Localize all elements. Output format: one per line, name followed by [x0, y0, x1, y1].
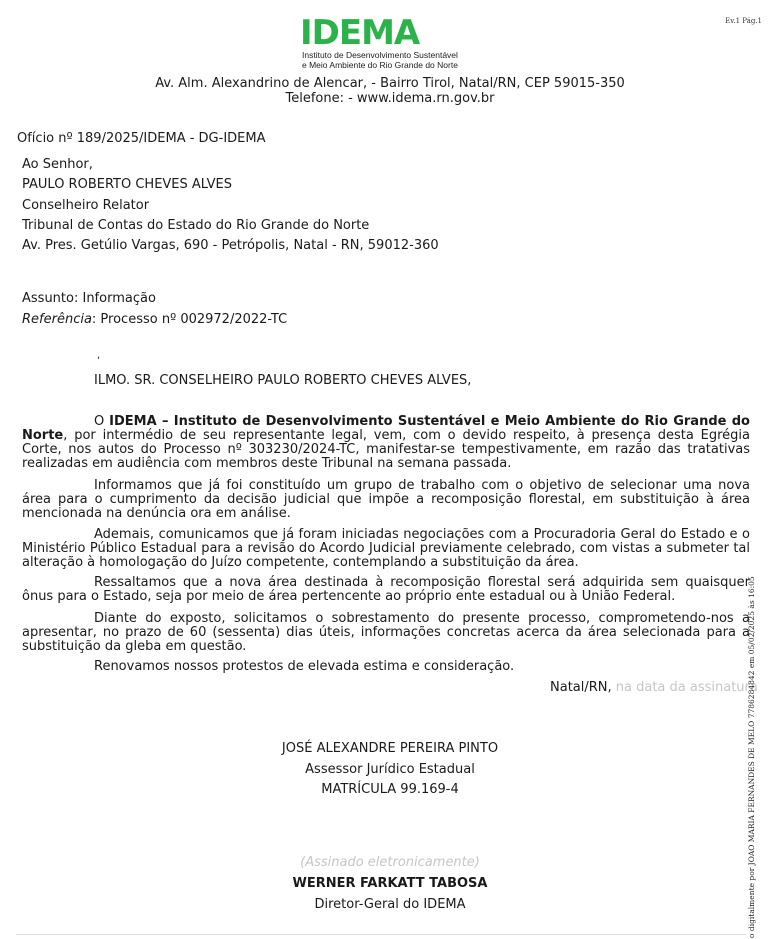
- office-number: Ofício nº 189/2025/IDEMA - DG-IDEMA: [17, 131, 266, 146]
- idema-full-name: IDEMA – Instituto de Desenvolvimento Sustentável e Meio Ambiente do Rio Grande do Norte: [22, 414, 750, 443]
- place-date-faint: na data da assinatura: [611, 680, 758, 695]
- header-address: Av. Alm. Alexandrino de Alencar, - Bairro Tirol, Natal/RN, CEP 59015-350: [155, 76, 625, 91]
- logo-subtitle-line1: Instituto de Desenvolvimento Sustentável: [302, 50, 458, 60]
- body-paragraph-2: Informamos que já foi constituído um grupo de trabalho com o objetivo de selecionar uma nova área para o cumprimento da decisão judicial que impõe a recomposição florestal, em substituição à área mencionada na denúncia ora em análise.: [22, 478, 750, 521]
- recipient-organization: Tribunal de Contas do Estado do Rio Grande do Norte: [22, 218, 370, 233]
- bottom-rule: [16, 934, 746, 935]
- recipient-address: Av. Pres. Getúlio Vargas, 690 - Petrópolis, Natal - RN, 59012-360: [22, 238, 439, 253]
- recipient-name: PAULO ROBERTO CHEVES ALVES: [22, 177, 232, 192]
- signer1-name: JOSÉ ALEXANDRE PEREIRA PINTO: [281, 741, 499, 756]
- reference-line: [22, 312, 287, 327]
- signer1-registration: MATRÍCULA 99.169-4: [321, 782, 459, 797]
- reference-label: Referência: [22, 312, 92, 327]
- logo-subtitle-line2: e Meio Ambiente do Rio Grande do Norte: [302, 60, 458, 70]
- signer1-title: Assessor Jurídico Estadual: [305, 762, 475, 777]
- signed-electronically: (Assinado eletronicamente): [300, 855, 480, 870]
- header-phone: Telefone: - www.idema.rn.gov.br: [285, 91, 495, 106]
- stray-mark: ,: [97, 350, 101, 361]
- body-paragraph-6: Renovamos nossos protestos de elevada estima e consideração.: [94, 659, 515, 674]
- page-marker: Ev.1 Pág.1: [725, 17, 762, 25]
- signer2-title: Diretor-Geral do IDEMA: [314, 897, 466, 912]
- greeting-line: ILMO. SR. CONSELHEIRO PAULO ROBERTO CHEVES ALVES,: [94, 373, 472, 388]
- digital-signature-stamp: o digitalmente por JOAO MARIA FERNANDES DE MELO 7786284842 em 05/02/2025 às 16:05: [747, 576, 756, 938]
- subject-line: Assunto: Informação: [22, 291, 156, 306]
- body-paragraph-3: Ademais, comunicamos que já foram iniciadas negociações com a Procuradoria Geral do Estado e o Ministério Público Estadual para a revisão do Acordo Judicial previamente celebrado, com vistas a submeter tal alteração à homologação do Juízo competente, contemplando a substituição da área.: [22, 527, 750, 570]
- place-date: Natal/RN, na data da assinatura: [550, 680, 758, 695]
- idema-logo: [300, 13, 480, 70]
- body-paragraph-4: Ressaltamos que a nova área destinada à recomposição florestal será adquirida sem quaisquer ônus para o Estado, seja por meio de área pertencente ao próprio ente estadual ou à União Federal.: [22, 575, 750, 604]
- body-paragraph-5: Diante do exposto, solicitamos o sobrestamento do presente processo, comprometendo-nos a apresentar, no prazo de 60 (sessenta) dias úteis, informações concretas acerca da área selecionada para a substituição da gleba em questão.: [22, 611, 750, 654]
- logo-wordmark: IDEMA: [300, 13, 420, 53]
- reference-value: : Processo nº 002972/2022-TC: [91, 312, 288, 327]
- body-paragraph-1: O IDEMA – Instituto de Desenvolvimento Sustentável e Meio Ambiente do Rio Grande do Norte, por intermédio de seu representante legal, vem, com o devido respeito, à presença desta Egrégia Corte, nos autos do Processo nº 303230/2024-TC, manifestar-se tempestivamente, em razão das tratativas realizadas em audiência com membros deste Tribunal na semana passada.: [22, 414, 750, 471]
- signer2-name: WERNER FARKATT TABOSA: [292, 876, 488, 891]
- recipient-role: Conselheiro Relator: [22, 198, 150, 213]
- recipient-salutation: Ao Senhor,: [22, 157, 93, 172]
